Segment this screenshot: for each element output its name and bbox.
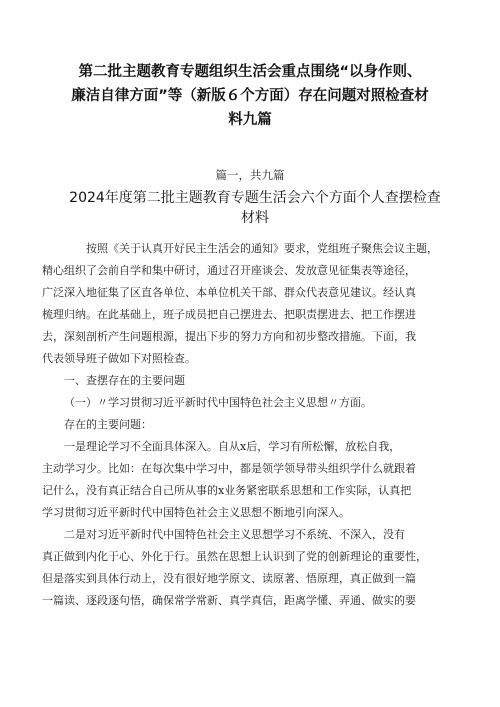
paragraph-line: 记什么，没有真正结合自己所从事的x业务紧密联系思想和工作实际，认真把 bbox=[42, 484, 412, 497]
paragraph-line: 真正做到内化于心、外化于行。虽然在思想上认识到了党的创新理论的重要性， bbox=[42, 550, 427, 563]
paragraph-problem-1 bbox=[42, 436, 468, 524]
paragraph-line: 一是理论学习不全面具体深入。自从x后，学习有所松懈，放松自我， bbox=[64, 440, 401, 453]
document-title-line: 料九篇 bbox=[228, 112, 272, 128]
paragraph-problem-2 bbox=[42, 524, 468, 612]
heading-existing-problems bbox=[64, 414, 468, 436]
paragraph-line: 代表领导班子做如下对照检查。 bbox=[42, 352, 196, 365]
paragraph-intro bbox=[42, 238, 468, 370]
heading-main-problems bbox=[64, 370, 468, 392]
paragraph-line: 存在的主要问题： bbox=[64, 418, 152, 431]
document-subtitle: 篇一，共九篇 bbox=[215, 168, 285, 182]
paragraph-line: 梳理归纳。在此基础上，班子成员把自己摆进去、把职责摆进去、把工作摆进 bbox=[42, 308, 416, 321]
paragraph-line: 主动学习少。比如：在每次集中学习中，都是领学领导带头组织学什么就跟着 bbox=[42, 462, 416, 475]
document-title-line: 第二批主题教育专题组织生活会重点围绕“以身作则、 bbox=[78, 64, 422, 80]
paragraph-line: 二是对习近平新时代中国特色社会主义思想学习不系统、不深入，没有 bbox=[64, 528, 405, 541]
paragraph-line: 去，深刻剖析产生问题根源，提出下步的努力方向和初步整改措施。下面，我 bbox=[42, 330, 416, 343]
section-title-line: 材料 bbox=[241, 210, 269, 226]
section-title-line: 2024年度第二批主题教育专题生活会六个方面个人查摆检查 bbox=[69, 190, 441, 206]
document-title bbox=[40, 60, 460, 132]
paragraph-line: 一、查摆存在的主要问题 bbox=[64, 374, 185, 387]
heading-subsection-1 bbox=[64, 392, 468, 414]
paragraph-line: 按照《关于认真开好民主生活会的通知》要求，党组班子聚焦会议主题， bbox=[86, 242, 438, 255]
document-title-line: 廉洁自律方面”等（新版６个方面）存在问题对照检查材 bbox=[71, 88, 429, 104]
paragraph-line: 一篇读、逐段逐句悟，确保常学常新、真学真信，距离学懂、弄通、做实的要 bbox=[42, 594, 416, 607]
paragraph-line: 精心组织了会前自学和集中研讨，通过召开座谈会、发放意见征集表等途径， bbox=[42, 264, 416, 277]
section-title bbox=[50, 188, 460, 228]
document-body bbox=[42, 238, 468, 612]
paragraph-line: （一）〃学习贯彻习近平新时代中国特色社会主义思想〃方面。 bbox=[64, 396, 372, 409]
paragraph-line: 学习贯彻习近平新时代中国特色社会主义思想不断地引向深入。 bbox=[42, 506, 350, 519]
paragraph-line: 但是落实到具体行动上，没有很好地学原文、读原著、悟原理，真正做到一篇 bbox=[42, 572, 416, 585]
paragraph-line: 广泛深入地征集了区直各单位、本单位机关干部、群众代表意见建议。经认真 bbox=[42, 286, 416, 299]
